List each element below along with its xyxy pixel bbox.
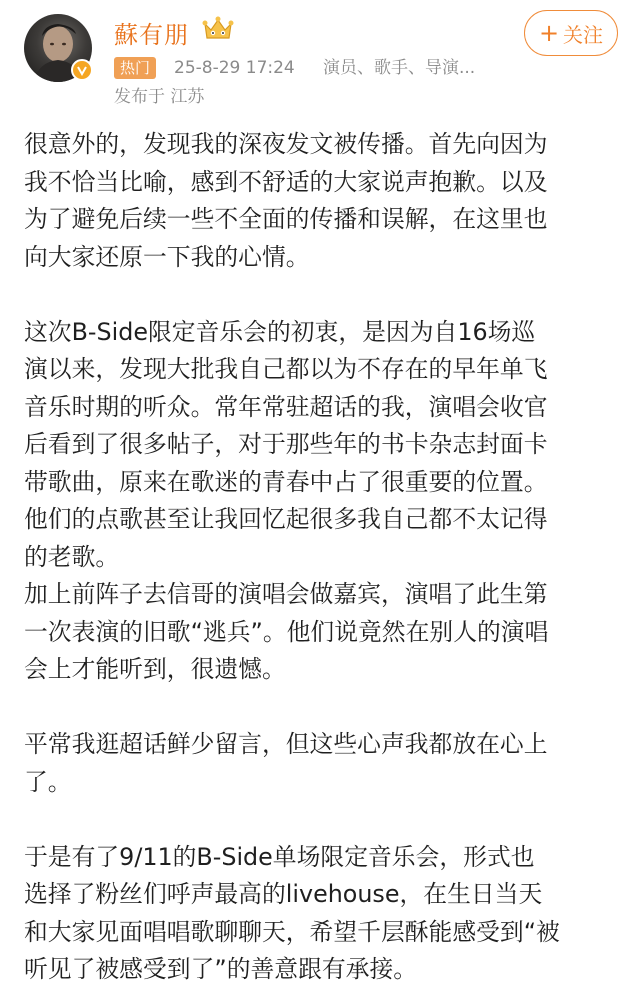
body-text-line: 了。: [24, 767, 72, 796]
body-text-line: 加上前阵子去信哥的演唱会做嘉宾，演唱了此生第: [24, 580, 548, 608]
verified-v-icon: [71, 59, 93, 81]
author-name[interactable]: 蘇有朋: [114, 21, 189, 49]
body-text-line: 我不恰当比喻，感到不舒适的大家说声抱歉。以及: [24, 167, 548, 196]
author-tags: 演员、歌手、导演...: [323, 58, 476, 78]
body-text-line: 后看到了很多帖子，对于那些年的书卡杂志封面卡: [24, 430, 548, 458]
paragraph-gap: [24, 801, 624, 839]
body-text-line: 平常我逛超话鲜少留言，但这些心声我都放在心上: [24, 730, 548, 758]
plus-icon: +: [538, 19, 560, 47]
body-text-line: 和大家见面唱唱歌聊聊天，希望千层酥能感受到“被: [24, 917, 560, 946]
body-text-line: 听见了被感受到了”的善意跟有承接。: [24, 955, 418, 983]
body-text-line: 选择了粉丝们呼声最高的livehouse，在生日当天: [24, 880, 543, 908]
body-text-line: 演以来，发现大批我自己都以为不存在的早年单飞: [24, 355, 548, 383]
hot-badge: 热门: [114, 57, 156, 79]
post-location: 发布于 江苏: [114, 87, 205, 107]
body-text-line: 会上才能听到，很遗憾。: [24, 655, 286, 683]
body-text-line: 音乐时期的听众。常年常驻超话的我，演唱会收官: [24, 392, 548, 421]
post-header: [0, 0, 640, 120]
crown-badge-icon: [201, 14, 235, 44]
body-text-line: 很意外的，发现我的深夜发文被传播。首先向因为: [24, 130, 548, 158]
follow-button[interactable]: [524, 10, 618, 56]
body-text-line: 一次表演的旧歌“逃兵”。他们说竟然在别人的演唱: [24, 617, 549, 646]
body-text-line: 于是有了9/11的B-Side单场限定音乐会，形式也: [24, 842, 535, 871]
post-timestamp: 25-8-29 17:24: [174, 58, 295, 78]
body-text-line: 他们的点歌甚至让我回忆起很多我自己都不太记得: [24, 505, 548, 533]
body-text-line: 带歌曲，原来在歌迷的青春中占了很重要的位置。: [24, 467, 548, 496]
post-body: [24, 126, 624, 989]
paragraph-gap: [24, 276, 624, 314]
body-text-line: 的老歌。: [24, 542, 120, 571]
body-text-line: 为了避免后续一些不全面的传播和误解，在这里也: [24, 205, 548, 233]
body-text-line: 这次B-Side限定音乐会的初衷，是因为自16场巡: [24, 317, 536, 346]
follow-label: 关注: [563, 22, 604, 47]
body-text-line: 向大家还原一下我的心情。: [24, 242, 310, 271]
paragraph-gap: [24, 689, 624, 727]
